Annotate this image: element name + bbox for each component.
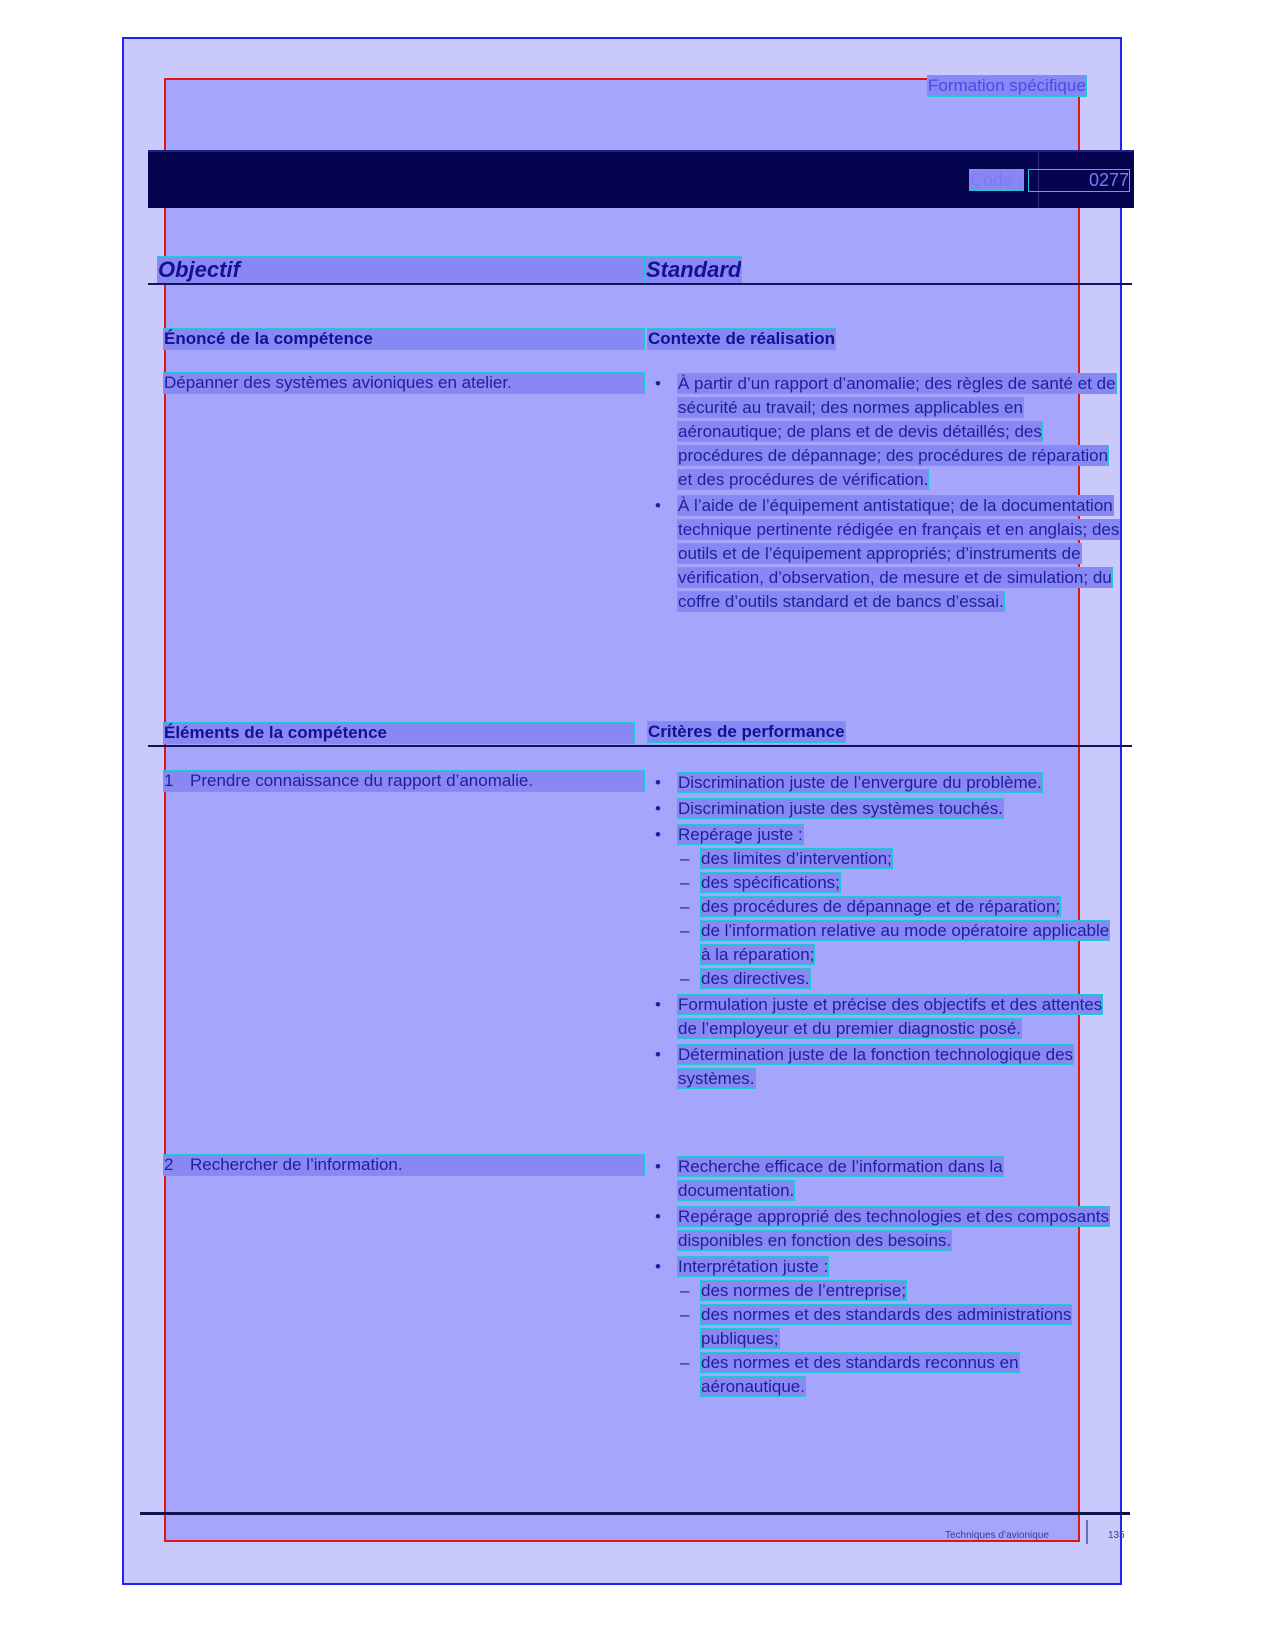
standard-column-title: Standard: [646, 257, 742, 282]
criterion-text: Détermination juste de la fonction technologique des systèmes.: [678, 1045, 1074, 1088]
elements-heading: Éléments de la compétence: [164, 723, 634, 743]
criterion-text: Repérage juste :: [678, 825, 803, 844]
criterion-text: Interprétation juste :: [678, 1257, 829, 1276]
criterion-subitem: [678, 871, 1120, 895]
criterion-sublist: [678, 847, 1120, 991]
context-item: [655, 372, 1120, 492]
criterion-subitem: [678, 967, 1120, 991]
element-1-label: Prendre connaissance du rapport d’anomalie.: [190, 771, 534, 790]
criterion-item: [655, 1205, 1120, 1253]
element-1: [164, 771, 644, 791]
context-item-text: À l’aide de l’équipement antistatique; de la documentation technique pertinente rédigée en français et en anglais; des outils et de l’équipement appropriés; d’instruments de vérification, d’observation, de mesure et de simulation; du coffre d’outils standard et de bancs d’essai.: [678, 496, 1120, 611]
criterion-item: [655, 993, 1120, 1041]
element-2-number: 2: [164, 1155, 174, 1174]
criterion-item: [655, 771, 1120, 795]
criterion-text: Formulation juste et précise des objectifs et des attentes de l’employeur et du premier diagnostic posé.: [678, 995, 1103, 1038]
footer-program: Techniques d’avionique: [945, 1530, 1049, 1541]
context-item-text: À partir d’un rapport d’anomalie; des règles de santé et de sécurité au travail; des normes applicables en aéronautique; de plans et de devis détaillés; des procédures de dépannage; des procédures de réparation et des procédures de vérification.: [678, 374, 1116, 489]
column-header-rule: [148, 283, 1132, 285]
criterion-subitem-text: des directives.: [701, 969, 810, 988]
objective-column-title: Objectif: [158, 257, 644, 283]
footer-rule: [140, 1512, 1130, 1515]
criterion-subitem: [678, 919, 1120, 967]
element-1-number: 1: [164, 771, 174, 790]
criterion-text: Discrimination juste de l’envergure du problème.: [678, 773, 1042, 792]
page-number: 135: [1108, 1530, 1125, 1541]
criterion-subitem: [678, 847, 1120, 871]
criteria-list-element-1: [655, 771, 1120, 1093]
criterion-text: Recherche efficace de l’information dans la documentation.: [678, 1157, 1003, 1200]
criterion-subitem-text: des limites d’intervention;: [701, 849, 892, 868]
section-label: Formation spécifique: [928, 76, 1086, 95]
criterion-subitem-text: des normes et des standards des administrations publiques;: [701, 1305, 1072, 1348]
criterion-text: Discrimination juste des systèmes touchés.: [678, 799, 1004, 818]
criterion-sublist: [678, 1279, 1120, 1399]
criterion-subitem-text: de l’information relative au mode opératoire applicable à la réparation;: [701, 921, 1110, 964]
criterion-subitem: [678, 1303, 1120, 1351]
criterion-subitem-text: des spécifications;: [701, 873, 840, 892]
element-2-label: Rechercher de l’information.: [190, 1155, 403, 1174]
context-heading: Contexte de réalisation: [648, 329, 836, 348]
criteria-list-element-2: [655, 1155, 1120, 1401]
criterion-subitem: [678, 895, 1120, 919]
criteria-heading: Critères de performance: [648, 722, 845, 741]
criterion-subitem-text: des normes de l’entreprise;: [701, 1281, 907, 1300]
criterion-subitem: [678, 1351, 1120, 1399]
competence-heading: Énoncé de la compétence: [164, 329, 644, 349]
elements-header-rule: [148, 745, 1132, 747]
context-list: [655, 372, 1120, 616]
code-label: Code :: [970, 170, 1024, 190]
criterion-subitem-text: des normes et des standards reconnus en aéronautique.: [701, 1353, 1019, 1396]
criterion-item: [655, 797, 1120, 821]
criterion-subitem-text: des procédures de dépannage et de réparation;: [701, 897, 1061, 916]
competence-statement: Dépanner des systèmes avioniques en atelier.: [164, 373, 644, 393]
criterion-text: Repérage approprié des technologies et des composants disponibles en fonction des besoins.: [678, 1207, 1109, 1250]
criterion-item: [655, 1155, 1120, 1203]
element-2: [164, 1155, 644, 1175]
criterion-item: [655, 1255, 1120, 1399]
criterion-item: [655, 823, 1120, 991]
code-value: 0277: [1029, 170, 1129, 191]
criterion-item: [655, 1043, 1120, 1091]
criterion-subitem: [678, 1279, 1120, 1303]
context-item: [655, 494, 1120, 614]
code-field: [970, 170, 1129, 191]
footer-separator: [1086, 1520, 1088, 1544]
